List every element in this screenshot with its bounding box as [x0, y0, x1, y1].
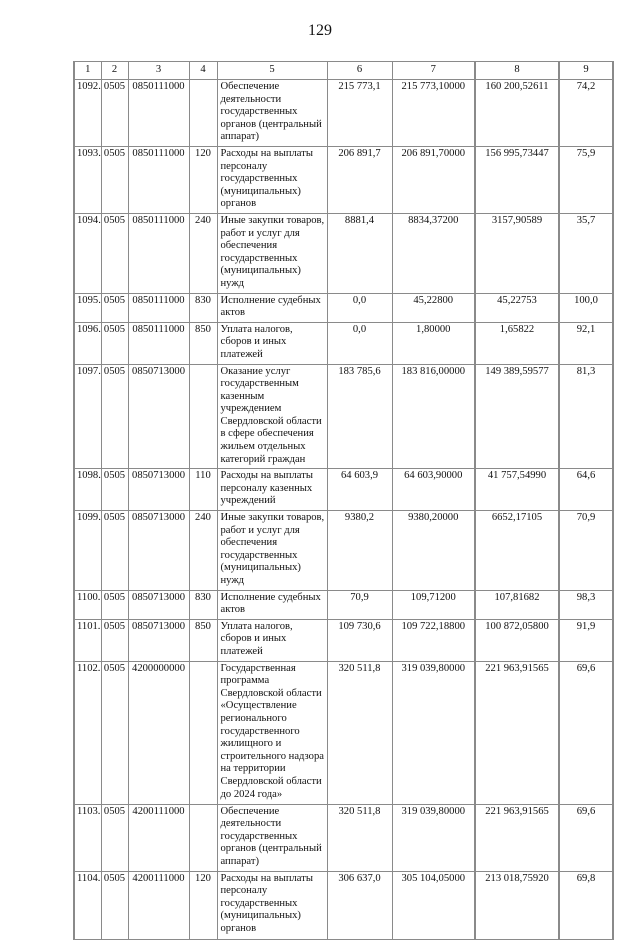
refined-amount-cell: 64 603,90000 [392, 469, 475, 511]
section-code-cell: 0505 [101, 293, 128, 322]
executed-amount-cell: 45,22753 [475, 293, 559, 322]
item-name-cell: Исполнение судебных актов [217, 590, 327, 619]
approved-amount-cell: 320 511,8 [327, 804, 392, 871]
target-article-cell: 0850713000 [128, 590, 189, 619]
header-row [74, 62, 613, 80]
target-article-cell: 0850111000 [128, 146, 189, 213]
table-row [74, 804, 613, 871]
table-body [74, 80, 613, 940]
refined-amount-cell: 206 891,70000 [392, 146, 475, 213]
refined-amount-cell: 8834,37200 [392, 213, 475, 293]
executed-amount-cell: 3157,90589 [475, 213, 559, 293]
expense-type-cell [189, 804, 217, 871]
header-cell: 7 [392, 62, 475, 80]
expense-type-cell: 830 [189, 293, 217, 322]
section-code-cell: 0505 [101, 213, 128, 293]
item-name-cell: Государственная программа Свердловской области «Осуществление регионального государственного жилищного и строительного надзора на территории Свердловской области до 2024 года» [217, 661, 327, 804]
header-cell: 9 [559, 62, 613, 80]
executed-amount-cell: 1,65822 [475, 322, 559, 364]
approved-amount-cell: 8881,4 [327, 213, 392, 293]
execution-percent-cell: 69,8 [559, 871, 613, 939]
refined-amount-cell: 319 039,80000 [392, 804, 475, 871]
refined-amount-cell: 45,22800 [392, 293, 475, 322]
expense-type-cell: 830 [189, 590, 217, 619]
target-article-cell: 0850111000 [128, 80, 189, 147]
section-code-cell: 0505 [101, 364, 128, 469]
executed-amount-cell: 213 018,75920 [475, 871, 559, 939]
table-row [74, 213, 613, 293]
row-number-cell: 1097. [74, 364, 101, 469]
approved-amount-cell: 0,0 [327, 322, 392, 364]
execution-percent-cell: 64,6 [559, 469, 613, 511]
expense-type-cell: 850 [189, 619, 217, 661]
section-code-cell: 0505 [101, 469, 128, 511]
refined-amount-cell: 109,71200 [392, 590, 475, 619]
target-article-cell: 4200000000 [128, 661, 189, 804]
section-code-cell: 0505 [101, 80, 128, 147]
row-number-cell: 1093. [74, 146, 101, 213]
section-code-cell: 0505 [101, 322, 128, 364]
executed-amount-cell: 6652,17105 [475, 511, 559, 591]
header-cell: 5 [217, 62, 327, 80]
table-row [74, 469, 613, 511]
execution-percent-cell: 100,0 [559, 293, 613, 322]
approved-amount-cell: 306 637,0 [327, 871, 392, 939]
item-name-cell: Расходы на выплаты персоналу государственных (муниципальных) органов [217, 146, 327, 213]
refined-amount-cell: 1,80000 [392, 322, 475, 364]
executed-amount-cell: 156 995,73447 [475, 146, 559, 213]
row-number-cell: 1094. [74, 213, 101, 293]
row-number-cell: 1102. [74, 661, 101, 804]
executed-amount-cell: 221 963,91565 [475, 804, 559, 871]
target-article-cell: 0850111000 [128, 322, 189, 364]
section-code-cell: 0505 [101, 590, 128, 619]
table-row [74, 619, 613, 661]
execution-percent-cell: 69,6 [559, 804, 613, 871]
table-row [74, 871, 613, 939]
item-name-cell: Исполнение судебных актов [217, 293, 327, 322]
item-name-cell: Уплата налогов, сборов и иных платежей [217, 619, 327, 661]
item-name-cell: Иные закупки товаров, работ и услуг для обеспечения государственных (муниципальных) нужд [217, 511, 327, 591]
approved-amount-cell: 70,9 [327, 590, 392, 619]
target-article-cell: 4200111000 [128, 804, 189, 871]
row-number-cell: 1096. [74, 322, 101, 364]
execution-percent-cell: 74,2 [559, 80, 613, 147]
table-row [74, 511, 613, 591]
target-article-cell: 0850111000 [128, 293, 189, 322]
refined-amount-cell: 319 039,80000 [392, 661, 475, 804]
row-number-cell: 1098. [74, 469, 101, 511]
row-number-cell: 1103. [74, 804, 101, 871]
approved-amount-cell: 109 730,6 [327, 619, 392, 661]
section-code-cell: 0505 [101, 804, 128, 871]
section-code-cell: 0505 [101, 619, 128, 661]
executed-amount-cell: 221 963,91565 [475, 661, 559, 804]
row-number-cell: 1101. [74, 619, 101, 661]
approved-amount-cell: 206 891,7 [327, 146, 392, 213]
expense-type-cell: 240 [189, 511, 217, 591]
execution-percent-cell: 92,1 [559, 322, 613, 364]
approved-amount-cell: 64 603,9 [327, 469, 392, 511]
row-number-cell: 1100. [74, 590, 101, 619]
header-cell: 3 [128, 62, 189, 80]
target-article-cell: 0850713000 [128, 619, 189, 661]
executed-amount-cell: 41 757,54990 [475, 469, 559, 511]
item-name-cell: Уплата налогов, сборов и иных платежей [217, 322, 327, 364]
section-code-cell: 0505 [101, 871, 128, 939]
execution-percent-cell: 69,6 [559, 661, 613, 804]
expense-type-cell: 850 [189, 322, 217, 364]
execution-percent-cell: 75,9 [559, 146, 613, 213]
budget-table [73, 61, 614, 940]
expense-type-cell: 240 [189, 213, 217, 293]
section-code-cell: 0505 [101, 661, 128, 804]
expense-type-cell [189, 661, 217, 804]
execution-percent-cell: 35,7 [559, 213, 613, 293]
target-article-cell: 0850713000 [128, 364, 189, 469]
expense-type-cell: 120 [189, 146, 217, 213]
item-name-cell: Обеспечение деятельности государственных органов (центральный аппарат) [217, 80, 327, 147]
section-code-cell: 0505 [101, 511, 128, 591]
row-number-cell: 1092. [74, 80, 101, 147]
table-row [74, 80, 613, 147]
expense-type-cell [189, 364, 217, 469]
header-cell: 4 [189, 62, 217, 80]
table-row [74, 322, 613, 364]
item-name-cell: Расходы на выплаты персоналу казенных учреждений [217, 469, 327, 511]
section-code-cell: 0505 [101, 146, 128, 213]
executed-amount-cell: 160 200,52611 [475, 80, 559, 147]
row-number-cell: 1104. [74, 871, 101, 939]
execution-percent-cell: 98,3 [559, 590, 613, 619]
expense-type-cell: 110 [189, 469, 217, 511]
target-article-cell: 0850713000 [128, 469, 189, 511]
table-row [74, 590, 613, 619]
item-name-cell: Иные закупки товаров, работ и услуг для обеспечения государственных (муниципальных) нужд [217, 213, 327, 293]
execution-percent-cell: 81,3 [559, 364, 613, 469]
item-name-cell: Обеспечение деятельности государственных органов (центральный аппарат) [217, 804, 327, 871]
table-row [74, 146, 613, 213]
table-row [74, 293, 613, 322]
approved-amount-cell: 0,0 [327, 293, 392, 322]
item-name-cell: Оказание услуг государственным казенным учреждением Свердловской области в сфере обеспечения жильем отдельных категорий граждан [217, 364, 327, 469]
page-number: 129 [308, 22, 332, 39]
target-article-cell: 0850111000 [128, 213, 189, 293]
header-cell: 2 [101, 62, 128, 80]
approved-amount-cell: 9380,2 [327, 511, 392, 591]
refined-amount-cell: 215 773,10000 [392, 80, 475, 147]
row-number-cell: 1095. [74, 293, 101, 322]
executed-amount-cell: 149 389,59577 [475, 364, 559, 469]
approved-amount-cell: 183 785,6 [327, 364, 392, 469]
executed-amount-cell: 100 872,05800 [475, 619, 559, 661]
table-row [74, 661, 613, 804]
refined-amount-cell: 183 816,00000 [392, 364, 475, 469]
execution-percent-cell: 70,9 [559, 511, 613, 591]
refined-amount-cell: 109 722,18800 [392, 619, 475, 661]
expense-type-cell [189, 80, 217, 147]
approved-amount-cell: 320 511,8 [327, 661, 392, 804]
header-cell: 8 [475, 62, 559, 80]
item-name-cell: Расходы на выплаты персоналу государственных (муниципальных) органов [217, 871, 327, 939]
execution-percent-cell: 91,9 [559, 619, 613, 661]
target-article-cell: 4200111000 [128, 871, 189, 939]
target-article-cell: 0850713000 [128, 511, 189, 591]
row-number-cell: 1099. [74, 511, 101, 591]
refined-amount-cell: 9380,20000 [392, 511, 475, 591]
header-cell: 1 [74, 62, 101, 80]
approved-amount-cell: 215 773,1 [327, 80, 392, 147]
table-row [74, 364, 613, 469]
expense-type-cell: 120 [189, 871, 217, 939]
refined-amount-cell: 305 104,05000 [392, 871, 475, 939]
executed-amount-cell: 107,81682 [475, 590, 559, 619]
header-cell: 6 [327, 62, 392, 80]
